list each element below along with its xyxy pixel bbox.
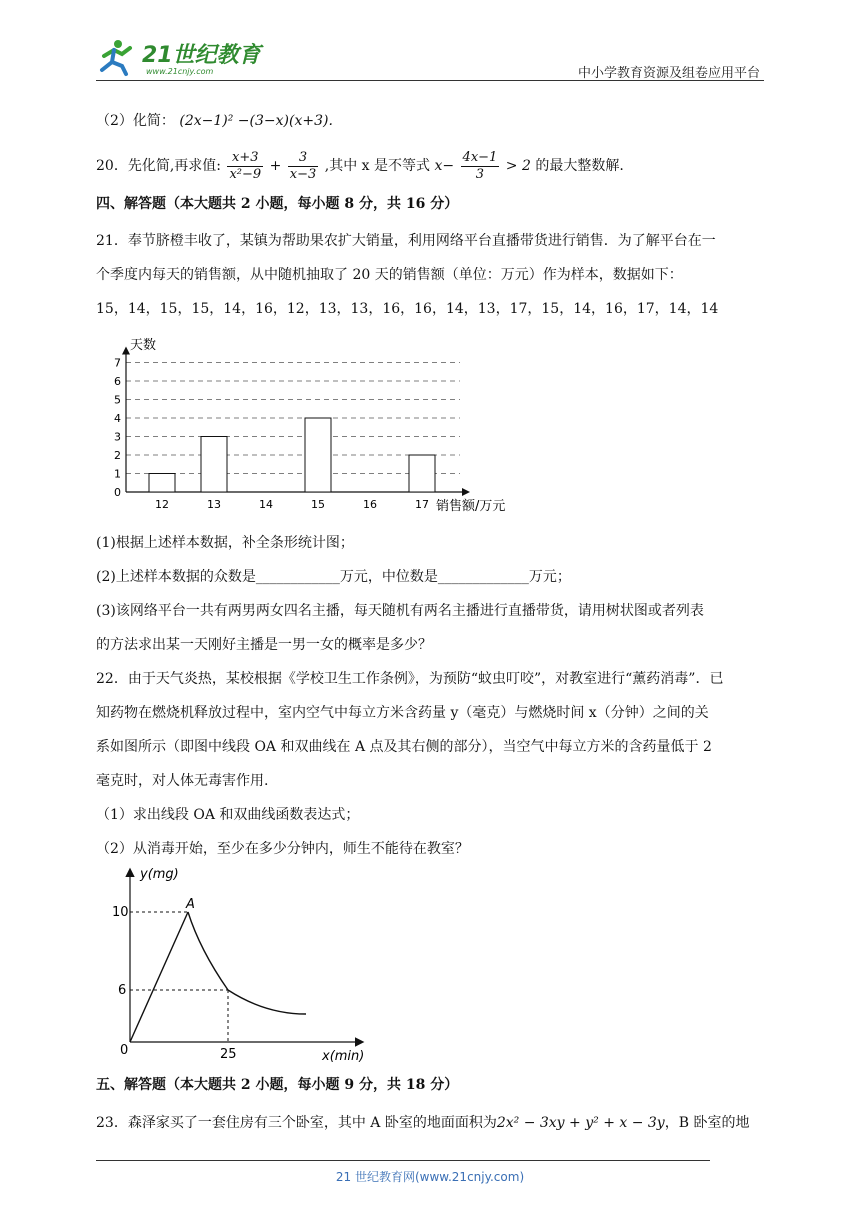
q21-line-1: 21．奉节脐橙丰收了，某镇为帮助果农扩大销量，利用网络平台直播带货进行销售．为了解平台在一 bbox=[96, 233, 716, 249]
q20-fraction-1: $\frac{x+3}{\text{x²−9}}$ bbox=[229, 149, 262, 182]
q21-data-line: 15，14，15，15，14，16，12，13，13，16，16，14，13，17，15，14，16，17，14，14 bbox=[96, 301, 719, 317]
graph-x-label: x(min) bbox=[322, 1049, 365, 1064]
q22-line-3: 系如图所示（即图中线段 OA 和双曲线在 A 点及其右侧的部分），当空气中每立方米的含药量低于 2 bbox=[96, 739, 712, 755]
footer-divider bbox=[96, 1160, 710, 1161]
q22-line-2: 知药物在燃烧机释放过程中，室内空气中每立方米含药量 y（毫克）与燃烧时间 x（分钟）之间的关 bbox=[96, 705, 709, 721]
x-tick-label: 16 bbox=[363, 498, 377, 511]
bar-13 bbox=[201, 437, 227, 493]
section-4-heading: 四、解答题（本大题共 2 小题，每小题 8 分，共 16 分） bbox=[96, 196, 459, 212]
section-5-heading: 五、解答题（本大题共 2 小题，每小题 9 分，共 18 分） bbox=[96, 1077, 459, 1093]
q19-part2-label: （2）化简： bbox=[96, 113, 175, 129]
tick-y10: 10 bbox=[112, 905, 129, 920]
x-tick-label: 15 bbox=[311, 498, 325, 511]
y-tick-label: 4 bbox=[114, 412, 121, 425]
header-divider bbox=[96, 80, 764, 81]
q22-sub-2: （2）从消毒开始，至少在多少分钟内，师生不能待在教室？ bbox=[96, 841, 469, 857]
q21-line-2: 个季度内每天的销售额，从中随机抽取了 20 天的销售额（单位：万元）作为样本，数据如下： bbox=[96, 267, 683, 283]
q19-part2-expression: (2x−1)² −(3−x)(x+3). bbox=[179, 113, 333, 129]
x-tick-label: 12 bbox=[155, 498, 169, 511]
q22-sub-1: （1）求出线段 OA 和双曲线函数表达式； bbox=[96, 807, 360, 823]
q21-sub-1: (1)根据上述样本数据，补全条形统计图； bbox=[96, 535, 354, 551]
q20-plus: + bbox=[269, 158, 282, 174]
q20-fraction-2: $\frac{3}{x-3}$ bbox=[289, 149, 317, 182]
site-logo bbox=[96, 36, 266, 76]
q23-expression: 2x² − 3xy + y² + x − 3y bbox=[496, 1115, 665, 1131]
x-tick-label: 17 bbox=[415, 498, 429, 511]
q20-inequality-right: > 2 bbox=[505, 158, 531, 174]
logo-url: www.21cnjy.com bbox=[146, 67, 214, 76]
x-axis-label: 销售额/万元 bbox=[436, 499, 506, 514]
origin-label: 0 bbox=[120, 1043, 129, 1058]
x-tick-label: 14 bbox=[259, 498, 273, 511]
runner-logo-icon bbox=[102, 40, 130, 74]
y-tick-label: 7 bbox=[114, 356, 121, 370]
x-tick-label: 13 bbox=[207, 498, 221, 511]
logo-text: 21世纪教育 bbox=[142, 43, 261, 68]
q23-suffix: ，B 卧室的地 bbox=[664, 1115, 750, 1131]
bar-15 bbox=[305, 418, 331, 492]
question-20 bbox=[96, 148, 764, 184]
function-graph bbox=[100, 864, 370, 1064]
q20-middle: ,其中 x 是不等式 bbox=[324, 158, 430, 174]
point-A-label: A bbox=[186, 897, 195, 912]
y-tick-label: 0 bbox=[114, 486, 121, 499]
q22-line-1: 22．由于天气炎热，某校根据《学校卫生工作条例》，为预防“蚊虫叮咬”，对教室进行“薰药消毒”．已 bbox=[96, 671, 724, 687]
q21-sub-3b: 的方法求出某一天刚好主播是一男一女的概率是多少？ bbox=[96, 637, 432, 653]
q22-line-4: 毫克时，对人体无毒害作用. bbox=[96, 773, 269, 789]
y-tick-label: 3 bbox=[114, 430, 121, 444]
q19-part2 bbox=[96, 110, 764, 132]
q20-suffix: 的最大整数解. bbox=[535, 158, 624, 174]
q23-prefix: 23．森泽家买了一套住房有三个卧室，其中 A 卧室的地面面积为 bbox=[96, 1115, 497, 1131]
segment-OA bbox=[130, 912, 188, 1042]
y-axis-label: 天数 bbox=[130, 338, 157, 353]
q20-fraction-3: $\frac{4x-1}{3}$ bbox=[462, 149, 498, 182]
bar-17 bbox=[409, 455, 435, 492]
bar-chart bbox=[100, 332, 520, 524]
footer-text: 21 世纪教育网(www.21cnjy.com) bbox=[335, 1170, 525, 1184]
q21-sub-2: (2)上述样本数据的众数是____________万元，中位数是_____________万元； bbox=[96, 569, 571, 585]
q20-prefix: 20．先化简,再求值: bbox=[96, 158, 221, 174]
y-tick-label: 1 bbox=[114, 467, 121, 481]
q20-inequality-left: x− bbox=[434, 158, 455, 174]
y-tick-label: 2 bbox=[114, 449, 121, 462]
y-tick-label: 5 bbox=[114, 393, 121, 407]
x-axis-arrow bbox=[462, 488, 470, 496]
hyperbola-curve bbox=[188, 912, 306, 1014]
header-platform-text: 中小学教育资源及组卷应用平台 bbox=[577, 66, 760, 81]
bar-12 bbox=[149, 474, 175, 493]
q21-sub-3a: (3)该网络平台一共有两男两女四名主播，每天随机有两名主播进行直播带货，请用树状图或者列表 bbox=[96, 603, 704, 619]
tick-x25: 25 bbox=[220, 1047, 237, 1062]
graph-y-label: y(mg) bbox=[140, 867, 179, 882]
question-23 bbox=[96, 1112, 764, 1134]
y-tick-label: 6 bbox=[114, 375, 121, 388]
y-axis-arrow bbox=[122, 347, 130, 355]
tick-y6: 6 bbox=[118, 983, 127, 998]
